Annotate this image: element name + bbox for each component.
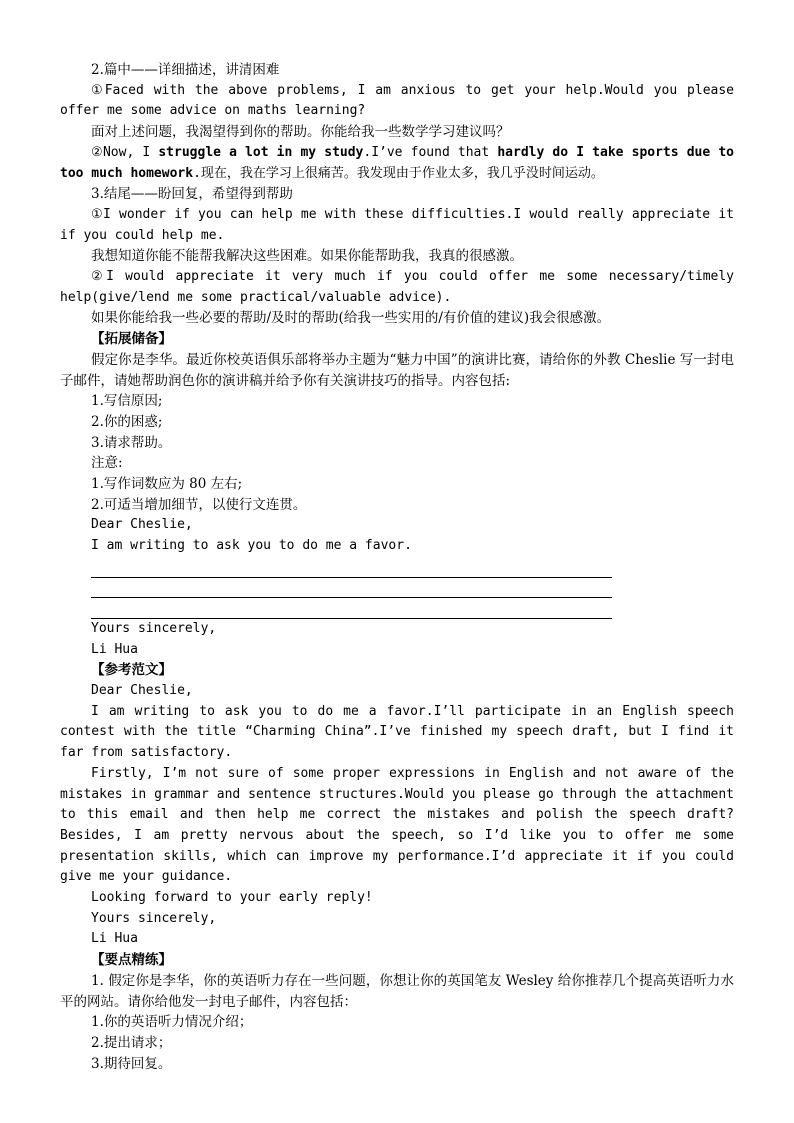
extension-point: 2.你的困惑; [91,413,163,430]
model-paragraph-1: I am writing to ask you to do me a favor.I’ll participate in an English speech contest with the title “Charming China”.I’ve finished my speech draft, but I find it far from satisfactory. [60,703,734,761]
extension-note: 2.可适当增加细节，以使行文连贯。 [91,496,307,513]
extension-prompt: 假定你是李华。最近你校英语俱乐部将举办主题为“魅力中国”的演讲比赛，请给你的外教 Cheslie 写一封电子邮件，请她帮助润色你的演讲稿并给予你有关演讲技巧的指导。内容包括: [60,351,734,389]
extension-heading: 【拓展储备】 [91,331,172,348]
extension-point: 1.写信原因; [91,393,163,410]
writing-line[interactable] [91,598,612,619]
section2-item2-bold2: hardly do I take sports due to too much homework [60,144,734,181]
model-closing: Yours sincerely, [91,910,217,926]
section2-item2 [60,143,734,184]
section2-item2-mid: .I’ve found that [363,144,498,160]
model-salutation: Dear Cheslie, [91,683,193,699]
section2-item2-suffix: .现在，我在学习上很痛苦。我发现由于作业太多，我几乎没时间运动。 [193,165,604,181]
extension-opening: I am writing to ask you to do me a favor. [91,538,412,554]
extension-signature: Li Hua [91,641,138,657]
section3-item1-en: ①I wonder if you can help me with these difficulties.I would really appreciate it if you could help me. [60,206,734,243]
extension-closing: Yours sincerely, [91,620,217,636]
practice-point: 1.你的英语听力情况介绍； [91,1014,253,1031]
section2-item2-bold1: struggle a lot in my study [158,144,364,160]
section2-item2-prefix: ②Now, I [91,144,159,160]
practice-point: 3.期待回复。 [91,1055,172,1072]
model-heading: 【参考范文】 [91,662,172,679]
document-page [60,60,734,1074]
model-paragraph-3: Looking forward to your early reply! [91,890,373,906]
writing-line[interactable] [91,557,612,578]
section2-item1-en: ①Faced with the above problems, I am anxious to get your help.Would you please offer me some advice on maths learning? [60,82,734,119]
extension-point: 3.请求帮助。 [91,434,172,451]
extension-note: 1.写作词数应为 80 左右; [91,476,243,493]
section3-item2-zh: 如果你能给我一些必要的帮助/及时的帮助(给我一些实用的/有价值的建议)我会很感激。 [91,310,611,327]
practice-point: 2.提出请求； [91,1035,172,1051]
section3-item2-en: ②I would appreciate it very much if you could offer me some necessary/timely help(give/lend me some practical/valuable advice). [60,269,734,305]
extension-salutation: Dear Cheslie, [91,517,193,533]
section2-item1-zh: 面对上述问题，我渴望得到你的帮助。你能给我一些数学学习建议吗？ [91,124,510,141]
section2-title: 2.篇中——详细描述，讲清困难 [91,62,280,78]
practice-prompt: 1. 假定你是李华，你的英语听力存在一些问题，你想让你的英国笔友 Wesley 给你推荐几个提高英语听力水平的网站。请你给他发一封电子邮件，内容包括： [60,972,734,1010]
practice-heading: 【要点精练】 [91,952,172,969]
writing-line[interactable] [91,578,612,599]
model-signature: Li Hua [91,931,138,947]
model-paragraph-2: Firstly, I’m not sure of some proper expressions in English and not aware of the mistakes in grammar and sentence structures.Would you please go through the attachment to this email and then help me correct the mistakes and polish the speech draft? Besides, I am pretty nervous about the speech, so I’d like you to offer me some presentation skills, which can improve my performance.I’d appreciate it if you could give me your guidance. [60,765,734,885]
section3-item1-zh: 我想知道你能不能帮我解决这些困难。如果你能帮助我，我真的很感激。 [91,248,523,265]
section3-title: 3.结尾——盼回复，希望得到帮助 [91,186,293,203]
extension-note-label: 注意: [91,455,123,472]
